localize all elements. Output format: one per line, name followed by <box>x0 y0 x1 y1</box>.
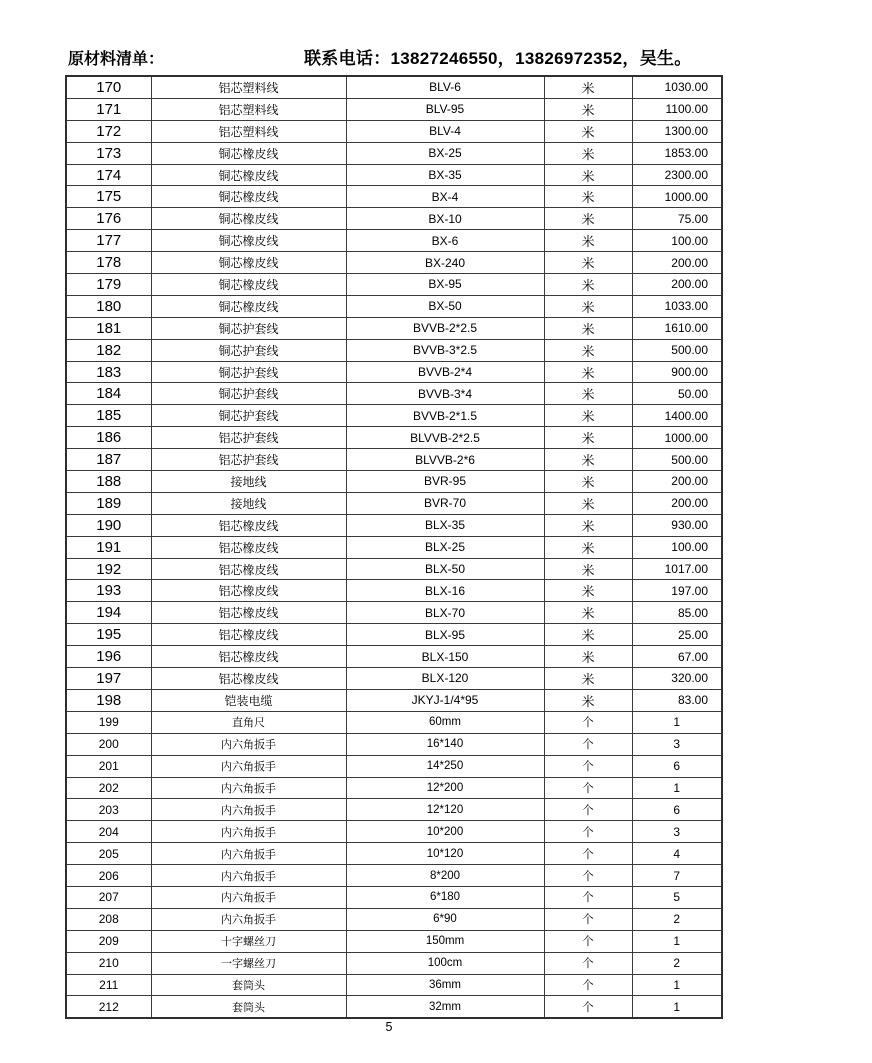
material-spec-cell: BLX-25 <box>346 536 544 558</box>
table-row <box>66 908 722 930</box>
row-number-cell: 175 <box>66 186 151 208</box>
row-number-cell: 188 <box>66 471 151 493</box>
table-row <box>66 930 722 952</box>
material-name-cell: 内六角扳手 <box>151 799 346 821</box>
table-row <box>66 295 722 317</box>
material-unit-cell: 米 <box>544 208 632 230</box>
material-spec-cell: 32mm <box>346 996 544 1018</box>
material-spec-cell: BVVB-2*1.5 <box>346 405 544 427</box>
table-row <box>66 777 722 799</box>
material-qty-cell: 1 <box>632 930 722 952</box>
row-number-cell: 196 <box>66 646 151 668</box>
material-name-cell: 内六角扳手 <box>151 908 346 930</box>
material-qty-cell: 83.00 <box>632 689 722 711</box>
material-unit-cell: 米 <box>544 668 632 690</box>
table-row <box>66 142 722 164</box>
material-name-cell: 铜芯橡皮线 <box>151 164 346 186</box>
material-unit-cell: 米 <box>544 602 632 624</box>
material-name-cell: 套筒头 <box>151 996 346 1018</box>
page-number: 5 <box>385 1020 393 1034</box>
material-name-cell: 铜芯护套线 <box>151 383 346 405</box>
material-qty-cell: 5 <box>632 886 722 908</box>
material-spec-cell: BLX-150 <box>346 646 544 668</box>
row-number-cell: 211 <box>66 974 151 996</box>
material-name-cell: 直角尺 <box>151 711 346 733</box>
material-unit-cell: 个 <box>544 733 632 755</box>
table-row <box>66 98 722 120</box>
table-row <box>66 383 722 405</box>
material-spec-cell: BX-95 <box>346 274 544 296</box>
table-row <box>66 208 722 230</box>
page-title: 原材料清单： <box>68 51 165 68</box>
row-number-cell: 203 <box>66 799 151 821</box>
material-unit-cell: 个 <box>544 711 632 733</box>
material-spec-cell: BLX-95 <box>346 624 544 646</box>
material-unit-cell: 米 <box>544 164 632 186</box>
material-qty-cell: 1000.00 <box>632 186 722 208</box>
material-spec-cell: BX-4 <box>346 186 544 208</box>
table-row <box>66 427 722 449</box>
row-number-cell: 174 <box>66 164 151 186</box>
material-qty-cell: 3 <box>632 733 722 755</box>
material-qty-cell: 1 <box>632 974 722 996</box>
table-row <box>66 689 722 711</box>
material-spec-cell: BLV-6 <box>346 76 544 98</box>
material-unit-cell: 米 <box>544 339 632 361</box>
material-name-cell: 铝芯护套线 <box>151 449 346 471</box>
material-qty-cell: 85.00 <box>632 602 722 624</box>
material-name-cell: 铜芯护套线 <box>151 405 346 427</box>
material-spec-cell: BX-6 <box>346 230 544 252</box>
material-unit-cell: 个 <box>544 974 632 996</box>
material-name-cell: 内六角扳手 <box>151 733 346 755</box>
material-spec-cell: 100cm <box>346 952 544 974</box>
material-unit-cell: 米 <box>544 646 632 668</box>
row-number-cell: 186 <box>66 427 151 449</box>
table-row <box>66 492 722 514</box>
material-name-cell: 套筒头 <box>151 974 346 996</box>
row-number-cell: 185 <box>66 405 151 427</box>
material-unit-cell: 个 <box>544 908 632 930</box>
material-qty-cell: 7 <box>632 865 722 887</box>
material-name-cell: 内六角扳手 <box>151 777 346 799</box>
material-name-cell: 十字螺丝刀 <box>151 930 346 952</box>
table-row <box>66 76 722 98</box>
material-qty-cell: 320.00 <box>632 668 722 690</box>
material-qty-cell: 197.00 <box>632 580 722 602</box>
material-name-cell: 铜芯橡皮线 <box>151 252 346 274</box>
material-unit-cell: 米 <box>544 142 632 164</box>
material-qty-cell: 75.00 <box>632 208 722 230</box>
material-unit-cell: 米 <box>544 274 632 296</box>
material-name-cell: 铝芯橡皮线 <box>151 646 346 668</box>
table-row <box>66 274 722 296</box>
table-row <box>66 711 722 733</box>
material-unit-cell: 个 <box>544 996 632 1018</box>
material-spec-cell: BLVVB-2*2.5 <box>346 427 544 449</box>
material-name-cell: 内六角扳手 <box>151 755 346 777</box>
material-qty-cell: 500.00 <box>632 339 722 361</box>
material-name-cell: 内六角扳手 <box>151 843 346 865</box>
contact-info: 联系电话：13827246550，13826972352，吴生。 <box>304 49 692 68</box>
material-spec-cell: BLV-95 <box>346 98 544 120</box>
material-unit-cell: 米 <box>544 76 632 98</box>
material-name-cell: 接地线 <box>151 471 346 493</box>
row-number-cell: 193 <box>66 580 151 602</box>
material-name-cell: 铝芯橡皮线 <box>151 514 346 536</box>
material-unit-cell: 个 <box>544 865 632 887</box>
row-number-cell: 191 <box>66 536 151 558</box>
material-name-cell: 铝芯橡皮线 <box>151 624 346 646</box>
table-row <box>66 536 722 558</box>
material-qty-cell: 50.00 <box>632 383 722 405</box>
row-number-cell: 183 <box>66 361 151 383</box>
material-qty-cell: 1030.00 <box>632 76 722 98</box>
table-row <box>66 449 722 471</box>
material-qty-cell: 1 <box>632 711 722 733</box>
material-spec-cell: BVVB-3*2.5 <box>346 339 544 361</box>
material-unit-cell: 米 <box>544 186 632 208</box>
material-qty-cell: 3 <box>632 821 722 843</box>
material-name-cell: 铜芯橡皮线 <box>151 274 346 296</box>
row-number-cell: 171 <box>66 98 151 120</box>
material-qty-cell: 6 <box>632 799 722 821</box>
material-unit-cell: 米 <box>544 230 632 252</box>
material-spec-cell: BX-25 <box>346 142 544 164</box>
material-qty-cell: 1 <box>632 996 722 1018</box>
material-name-cell: 铝芯橡皮线 <box>151 580 346 602</box>
material-name-cell: 铠装电缆 <box>151 689 346 711</box>
material-spec-cell: BX-240 <box>346 252 544 274</box>
material-name-cell: 内六角扳手 <box>151 821 346 843</box>
material-unit-cell: 米 <box>544 558 632 580</box>
table-row <box>66 471 722 493</box>
material-spec-cell: BX-10 <box>346 208 544 230</box>
table-row <box>66 996 722 1018</box>
material-unit-cell: 米 <box>544 295 632 317</box>
material-name-cell: 铜芯橡皮线 <box>151 208 346 230</box>
row-number-cell: 189 <box>66 492 151 514</box>
material-qty-cell: 2 <box>632 952 722 974</box>
table-row <box>66 339 722 361</box>
material-qty-cell: 1400.00 <box>632 405 722 427</box>
material-spec-cell: BVR-70 <box>346 492 544 514</box>
material-qty-cell: 1 <box>632 777 722 799</box>
material-spec-cell: BLV-4 <box>346 120 544 142</box>
table-row <box>66 974 722 996</box>
row-number-cell: 177 <box>66 230 151 252</box>
material-spec-cell: BLVVB-2*6 <box>346 449 544 471</box>
material-spec-cell: 14*250 <box>346 755 544 777</box>
material-name-cell: 铜芯橡皮线 <box>151 295 346 317</box>
table-row <box>66 799 722 821</box>
material-name-cell: 铜芯护套线 <box>151 317 346 339</box>
material-name-cell: 铜芯护套线 <box>151 339 346 361</box>
table-row <box>66 405 722 427</box>
row-number-cell: 207 <box>66 886 151 908</box>
material-spec-cell: BX-35 <box>346 164 544 186</box>
materials-table <box>65 75 723 1019</box>
row-number-cell: 206 <box>66 865 151 887</box>
row-number-cell: 179 <box>66 274 151 296</box>
row-number-cell: 200 <box>66 733 151 755</box>
row-number-cell: 172 <box>66 120 151 142</box>
material-name-cell: 铝芯橡皮线 <box>151 602 346 624</box>
material-qty-cell: 100.00 <box>632 230 722 252</box>
material-unit-cell: 米 <box>544 405 632 427</box>
material-unit-cell: 米 <box>544 471 632 493</box>
row-number-cell: 194 <box>66 602 151 624</box>
material-unit-cell: 米 <box>544 383 632 405</box>
table-row <box>66 668 722 690</box>
table-row <box>66 580 722 602</box>
material-spec-cell: BLX-16 <box>346 580 544 602</box>
table-row <box>66 865 722 887</box>
table-row <box>66 514 722 536</box>
material-name-cell: 一字螺丝刀 <box>151 952 346 974</box>
materials-table-body <box>66 76 722 1018</box>
material-qty-cell: 200.00 <box>632 252 722 274</box>
row-number-cell: 190 <box>66 514 151 536</box>
table-row <box>66 624 722 646</box>
table-row <box>66 821 722 843</box>
material-qty-cell: 2 <box>632 908 722 930</box>
material-name-cell: 铜芯橡皮线 <box>151 142 346 164</box>
table-row <box>66 558 722 580</box>
material-unit-cell: 米 <box>544 120 632 142</box>
material-name-cell: 铜芯橡皮线 <box>151 186 346 208</box>
material-spec-cell: 36mm <box>346 974 544 996</box>
material-spec-cell: 12*200 <box>346 777 544 799</box>
material-qty-cell: 200.00 <box>632 471 722 493</box>
material-unit-cell: 个 <box>544 930 632 952</box>
material-unit-cell: 米 <box>544 427 632 449</box>
row-number-cell: 199 <box>66 711 151 733</box>
table-row <box>66 230 722 252</box>
material-name-cell: 内六角扳手 <box>151 865 346 887</box>
table-row <box>66 602 722 624</box>
material-qty-cell: 930.00 <box>632 514 722 536</box>
material-name-cell: 铝芯护套线 <box>151 427 346 449</box>
material-unit-cell: 米 <box>544 98 632 120</box>
material-qty-cell: 100.00 <box>632 536 722 558</box>
material-unit-cell: 米 <box>544 689 632 711</box>
material-name-cell: 铝芯塑料线 <box>151 120 346 142</box>
material-qty-cell: 1000.00 <box>632 427 722 449</box>
material-unit-cell: 米 <box>544 449 632 471</box>
material-unit-cell: 米 <box>544 252 632 274</box>
material-spec-cell: BVVB-2*4 <box>346 361 544 383</box>
material-spec-cell: 10*200 <box>346 821 544 843</box>
row-number-cell: 202 <box>66 777 151 799</box>
row-number-cell: 205 <box>66 843 151 865</box>
row-number-cell: 187 <box>66 449 151 471</box>
row-number-cell: 181 <box>66 317 151 339</box>
material-spec-cell: BLX-70 <box>346 602 544 624</box>
material-name-cell: 铜芯橡皮线 <box>151 230 346 252</box>
row-number-cell: 201 <box>66 755 151 777</box>
material-spec-cell: BLX-120 <box>346 668 544 690</box>
material-qty-cell: 1300.00 <box>632 120 722 142</box>
material-spec-cell: 6*90 <box>346 908 544 930</box>
table-row <box>66 843 722 865</box>
material-unit-cell: 米 <box>544 624 632 646</box>
row-number-cell: 184 <box>66 383 151 405</box>
material-unit-cell: 个 <box>544 821 632 843</box>
material-unit-cell: 米 <box>544 580 632 602</box>
row-number-cell: 195 <box>66 624 151 646</box>
material-unit-cell: 米 <box>544 361 632 383</box>
material-spec-cell: 8*200 <box>346 865 544 887</box>
material-qty-cell: 2300.00 <box>632 164 722 186</box>
material-name-cell: 铝芯橡皮线 <box>151 668 346 690</box>
table-row <box>66 755 722 777</box>
material-unit-cell: 个 <box>544 843 632 865</box>
row-number-cell: 212 <box>66 996 151 1018</box>
material-unit-cell: 个 <box>544 799 632 821</box>
material-spec-cell: JKYJ-1/4*95 <box>346 689 544 711</box>
material-spec-cell: 10*120 <box>346 843 544 865</box>
material-unit-cell: 米 <box>544 514 632 536</box>
table-row <box>66 733 722 755</box>
material-qty-cell: 1017.00 <box>632 558 722 580</box>
row-number-cell: 178 <box>66 252 151 274</box>
row-number-cell: 210 <box>66 952 151 974</box>
material-spec-cell: BVVB-2*2.5 <box>346 317 544 339</box>
material-unit-cell: 个 <box>544 952 632 974</box>
material-name-cell: 接地线 <box>151 492 346 514</box>
table-row <box>66 361 722 383</box>
material-spec-cell: 16*140 <box>346 733 544 755</box>
material-unit-cell: 个 <box>544 755 632 777</box>
table-row <box>66 646 722 668</box>
row-number-cell: 208 <box>66 908 151 930</box>
material-name-cell: 铝芯橡皮线 <box>151 558 346 580</box>
material-spec-cell: 6*180 <box>346 886 544 908</box>
material-qty-cell: 200.00 <box>632 492 722 514</box>
material-spec-cell: BVR-95 <box>346 471 544 493</box>
material-name-cell: 铝芯橡皮线 <box>151 536 346 558</box>
material-unit-cell: 个 <box>544 777 632 799</box>
row-number-cell: 173 <box>66 142 151 164</box>
row-number-cell: 176 <box>66 208 151 230</box>
material-name-cell: 铜芯护套线 <box>151 361 346 383</box>
material-qty-cell: 200.00 <box>632 274 722 296</box>
material-qty-cell: 1100.00 <box>632 98 722 120</box>
material-name-cell: 内六角扳手 <box>151 886 346 908</box>
material-spec-cell: BVVB-3*4 <box>346 383 544 405</box>
table-row <box>66 252 722 274</box>
material-spec-cell: 12*120 <box>346 799 544 821</box>
row-number-cell: 198 <box>66 689 151 711</box>
material-qty-cell: 4 <box>632 843 722 865</box>
material-qty-cell: 1033.00 <box>632 295 722 317</box>
material-spec-cell: BX-50 <box>346 295 544 317</box>
material-unit-cell: 米 <box>544 317 632 339</box>
material-name-cell: 铝芯塑料线 <box>151 98 346 120</box>
row-number-cell: 192 <box>66 558 151 580</box>
material-qty-cell: 25.00 <box>632 624 722 646</box>
material-unit-cell: 米 <box>544 536 632 558</box>
row-number-cell: 170 <box>66 76 151 98</box>
row-number-cell: 204 <box>66 821 151 843</box>
material-spec-cell: BLX-50 <box>346 558 544 580</box>
row-number-cell: 180 <box>66 295 151 317</box>
row-number-cell: 197 <box>66 668 151 690</box>
table-row <box>66 952 722 974</box>
material-unit-cell: 米 <box>544 492 632 514</box>
material-unit-cell: 个 <box>544 886 632 908</box>
material-name-cell: 铝芯塑料线 <box>151 76 346 98</box>
material-qty-cell: 1610.00 <box>632 317 722 339</box>
table-row <box>66 317 722 339</box>
row-number-cell: 182 <box>66 339 151 361</box>
table-row <box>66 164 722 186</box>
material-qty-cell: 67.00 <box>632 646 722 668</box>
material-spec-cell: BLX-35 <box>346 514 544 536</box>
table-row <box>66 886 722 908</box>
material-spec-cell: 60mm <box>346 711 544 733</box>
material-qty-cell: 6 <box>632 755 722 777</box>
material-qty-cell: 1853.00 <box>632 142 722 164</box>
table-row <box>66 120 722 142</box>
material-qty-cell: 900.00 <box>632 361 722 383</box>
material-qty-cell: 500.00 <box>632 449 722 471</box>
material-spec-cell: 150mm <box>346 930 544 952</box>
table-row <box>66 186 722 208</box>
row-number-cell: 209 <box>66 930 151 952</box>
